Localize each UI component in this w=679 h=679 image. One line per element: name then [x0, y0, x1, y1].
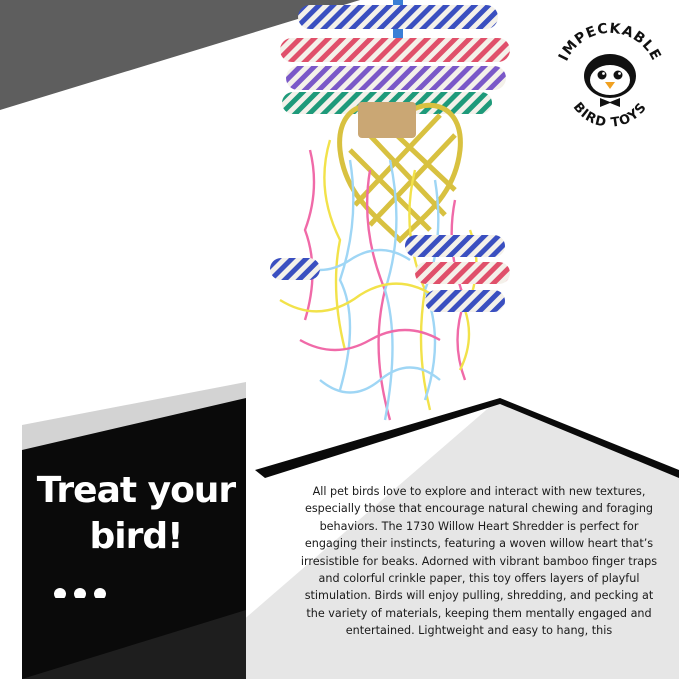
impeckable-logo	[545, 10, 675, 130]
finger-trap	[286, 66, 506, 90]
bird-toy-image	[250, 0, 520, 470]
finger-trap	[405, 235, 505, 257]
wood-block	[358, 102, 416, 138]
brand-arc-text: IMPECKABLE	[555, 20, 665, 64]
finger-trap	[298, 5, 498, 29]
headline: Treat your bird!	[36, 470, 236, 557]
finger-trap	[270, 258, 320, 280]
bowtie-icon	[600, 98, 620, 107]
finger-trap	[415, 262, 510, 284]
ellipsis-text: ...	[52, 568, 53, 569]
brand-bottom-text: BIRD TOYS	[569, 99, 651, 130]
finger-trap	[425, 290, 505, 312]
penguin-icon	[584, 54, 636, 107]
product-description: All pet birds love to explore and interact with new textures, especially those that encourage natural chewing and foraging behaviors. The 1730 Willow Heart Shredder is perfect for engaging their instincts, featuring a woven willow heart that’s irresistible for beaks. Adorned with vibrant bamboo finger traps and colorful crinkle paper, this toy offers layers of playful stimulation. Birds will enjoy pulling, shredding, and pecking at the variety of materials, keeping them mentally engaged and entertained. Lightweight and easy to hang, this	[300, 485, 658, 638]
finger-trap	[280, 38, 510, 62]
ellipsis-dots	[52, 568, 132, 598]
